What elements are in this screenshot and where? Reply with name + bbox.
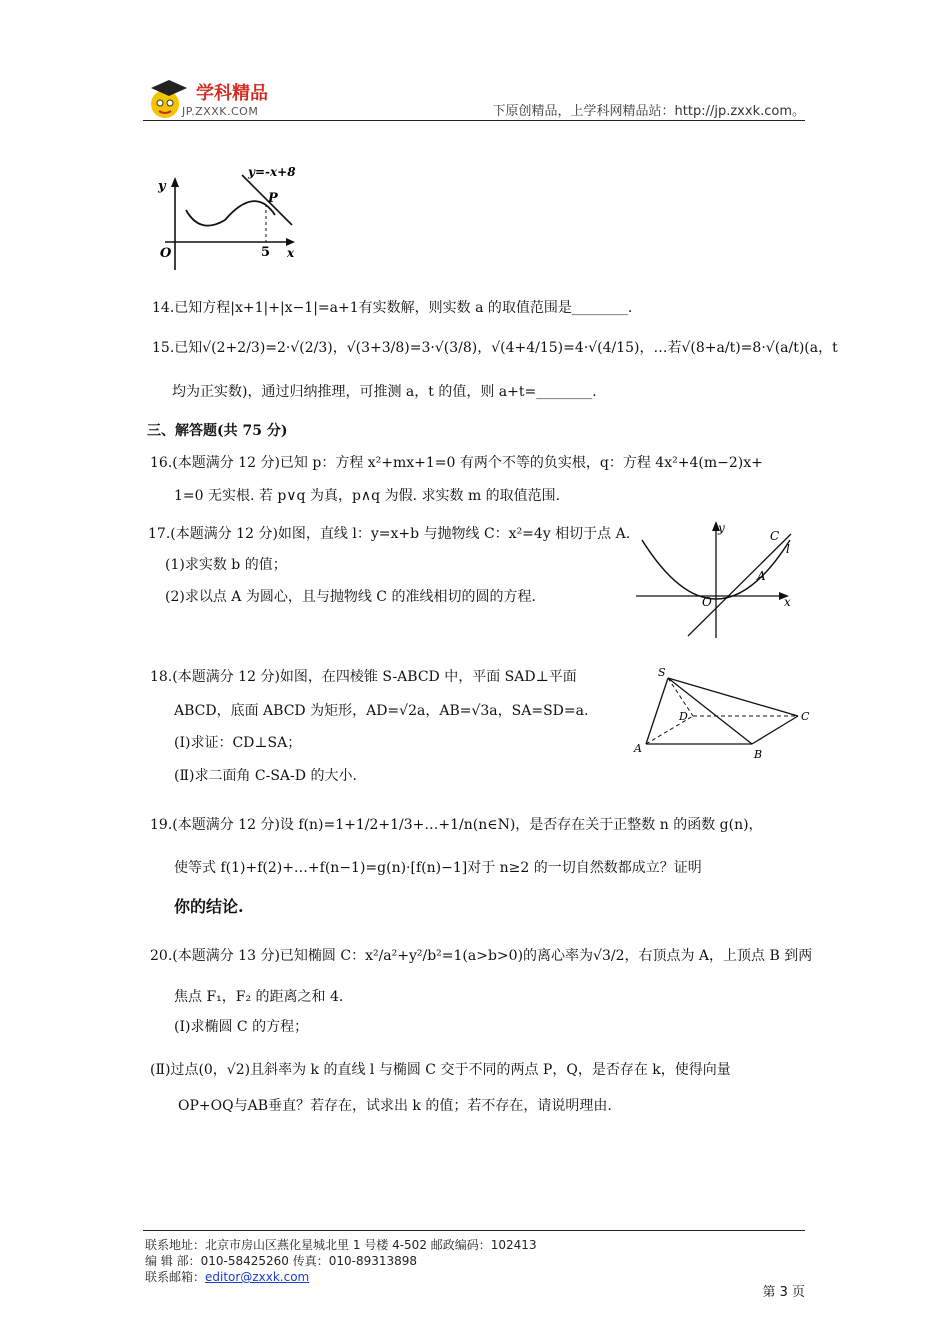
tick-label: 5: [261, 245, 271, 260]
question-14: 14.已知方程|x+1|+|x−1|=a+1有实数解，则实数 a 的取值范围是________.: [152, 300, 633, 316]
question-18-line3: (Ⅰ)求证：CD⊥SA；: [174, 735, 302, 751]
question-18-line4: (Ⅱ)求二面角 C-SA-D 的大小.: [174, 768, 357, 784]
question-19-line3: 你的结论.: [174, 897, 244, 916]
footer-address: 联系地址：北京市房山区燕化星城北里 1 号楼 4-502 邮政编码：102413: [145, 1238, 537, 1252]
logo-subtitle: JP.ZXXK.COM: [182, 105, 259, 118]
footer-email-label: 联系邮箱：: [145, 1270, 206, 1284]
figure-q18-pyramid: [630, 664, 815, 764]
question-19-line2: 使等式 f(1)+f(2)+…+f(n−1)=g(n)·[f(n)−1]对于 n≥2 的一切自然数都成立？证明: [174, 860, 702, 876]
question-17-line2: (1)求实数 b 的值；: [165, 557, 287, 573]
tangent-line: [242, 175, 292, 225]
question-20-line2: 焦点 F₁，F₂ 的距离之和 4.: [174, 989, 344, 1005]
header: [0, 0, 950, 125]
figure-q13-graph: [150, 160, 310, 275]
x-axis-label: x: [287, 246, 295, 260]
header-divider: [143, 120, 805, 121]
figure-q17-parabola: [636, 518, 806, 640]
vertex-S: S: [658, 666, 666, 679]
question-18-line2: ABCD，底面 ABCD 为矩形，AD=√2a，AB=√3a，SA=SD=a.: [174, 703, 589, 719]
footer-email-row: [145, 1268, 309, 1285]
vertex-D: D: [679, 710, 688, 723]
vertex-C: C: [801, 710, 810, 723]
curve-label: C: [770, 529, 780, 543]
header-slogan: 下原创精品，上学科网精品站：http://jp.zxxk.com。: [492, 104, 805, 119]
question-16-line2: 1=0 无实根. 若 p∨q 为真，p∧q 为假. 求实数 m 的取值范围.: [174, 488, 561, 504]
origin-label: O: [160, 246, 172, 261]
point-label: A: [757, 569, 766, 583]
point-label: P: [268, 191, 278, 206]
line-label: y=-x+8: [248, 165, 296, 179]
y-axis-label: y: [158, 179, 166, 194]
vertex-B: B: [754, 748, 763, 761]
section-title: 三、解答题(共 75 分): [147, 423, 288, 439]
question-17-line1: 17.(本题满分 12 分)如图，直线 l：y=x+b 与抛物线 C：x²=4y 相切于点 A.: [148, 526, 631, 542]
question-20-line5: OP+OQ与AB垂直？若存在，试求出 k 的值；若不存在，请说明理由.: [178, 1098, 612, 1114]
question-17-line3: (2)求以点 A 为圆心，且与抛物线 C 的准线相切的圆的方程.: [165, 589, 536, 605]
question-15-line1: 15.已知√(2+2/3)=2·√(2/3)，√(3+3/8)=3·√(3/8)，√(4+4/15)=4·√(4/15)，…若√(8+a/t)=8·√(a/t)(a，t: [152, 340, 838, 356]
vertex-A: A: [634, 742, 642, 755]
question-15-line2: 均为正实数)，通过归纳推理，可推测 a，t 的值，则 a+t=________.: [172, 384, 597, 400]
question-20-line3: (Ⅰ)求椭圆 C 的方程；: [174, 1019, 309, 1035]
footer-phone: 编 辑 部：010-58425260 传真：010-89313898: [145, 1254, 418, 1268]
question-20-line4: (Ⅱ)过点(0，√2)且斜率为 k 的直线 l 与椭圆 C 交于不同的两点 P，Q，是否存在 k，使得向量: [150, 1062, 731, 1078]
question-19-line1: 19.(本题满分 12 分)设 f(n)=1+1/2+1/3+…+1/n(n∈N)，是否存在关于正整数 n 的函数 g(n)，: [150, 817, 763, 833]
footer-divider: [143, 1230, 805, 1231]
y-axis-label: y: [718, 521, 725, 535]
origin-label: O: [702, 595, 712, 609]
page-number: 第 3 页: [762, 1285, 805, 1300]
question-18-line1: 18.(本题满分 12 分)如图，在四棱锥 S-ABCD 中，平面 SAD⊥平面: [150, 669, 577, 685]
x-axis-label: x: [784, 595, 791, 609]
tangent-line: [688, 534, 791, 636]
curve: [186, 201, 275, 225]
logo-text: 学科精品: [196, 83, 268, 104]
question-16-line1: 16.(本题满分 12 分)已知 p：方程 x²+mx+1=0 有两个不等的负实根，q：方程 4x²+4(m−2)x+: [150, 455, 763, 471]
line-label: l: [786, 542, 790, 556]
question-20-line1: 20.(本题满分 13 分)已知椭圆 C：x²/a²+y²/b²=1(a>b>0)的离心率为√3/2，右顶点为 A，上顶点 B 到两: [150, 948, 813, 964]
footer-email-link[interactable]: editor@zxxk.com: [205, 1270, 310, 1284]
